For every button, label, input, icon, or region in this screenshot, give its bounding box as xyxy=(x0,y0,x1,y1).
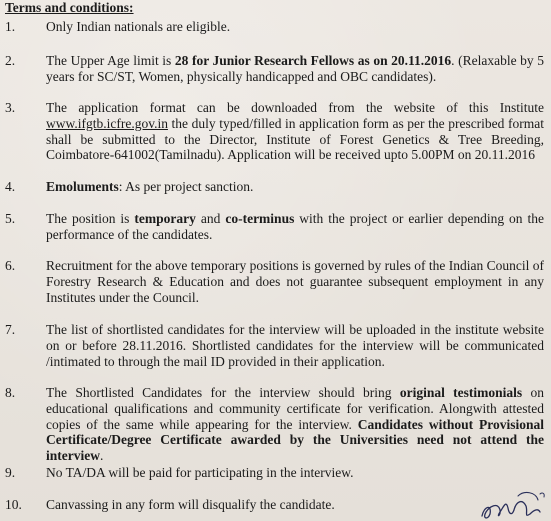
term-number: 2. xyxy=(5,53,16,68)
term-text-part: Recruitment for the above temporary positions is governed by rules of the Indian Council of Forestry Research & Education and does not guarantee subsequent employment in any Institutes under the Council. xyxy=(46,258,544,305)
term-text xyxy=(46,53,544,85)
handwritten-signature xyxy=(478,488,548,521)
term-text-bold: original testimonials xyxy=(399,385,523,400)
term-text-part: Only Indian nationals are eligible. xyxy=(46,19,231,34)
term-text xyxy=(46,385,544,464)
term-text xyxy=(46,465,544,481)
term-text-part: . xyxy=(99,448,104,464)
term-text-part: The application format can be downloaded from the website of this Institute xyxy=(46,100,544,115)
term-number: 9. xyxy=(5,465,16,480)
term-text-bold: 28 for Junior Research Fellows as on 20.11.2016 xyxy=(174,53,452,68)
term-text-part: the duly typed/filled in application form as per the prescribed format shall be submitted to the Director, Institute of Forest Genetics & Tree Breeding, Coimbatore-641002(Tamilnadu). Application will be received upto 5.00PM on 20.11.2016 xyxy=(46,115,544,163)
term-text-part: The list of shortlisted candidates for the interview will be uploaded in the institute website on or before 28.11.2016. Shortlisted candidates for the interview will be communicated /intimated to through the mail ID provided in their application. xyxy=(46,322,544,369)
term-text xyxy=(46,19,544,35)
term-text-bold: co-terminus xyxy=(225,211,295,226)
term-text-part: : As per project sanction. xyxy=(118,179,254,194)
term-text-bold: temporary xyxy=(134,211,196,226)
term-text-bold: Emoluments xyxy=(46,179,119,194)
term-number: 1. xyxy=(5,19,16,34)
term-text-part: The Upper Age limit is xyxy=(46,53,175,68)
term-number: 6. xyxy=(5,258,16,273)
term-text xyxy=(46,211,544,243)
term-text-part: The Shortlisted Candidates for the interview should bring xyxy=(46,385,400,400)
term-text-part: . (Relaxable by 5 years for SC/ST, Women, physically handicapped and OBC candidates). xyxy=(46,53,544,84)
term-text xyxy=(46,100,544,163)
term-text-bold: Candidates without Provisional Certificate/Degree Certificate awarded by the Universities need not attend the interview xyxy=(46,416,544,464)
term-text-part: The position is xyxy=(46,211,135,226)
term-text-part: with the project or earlier depending on the performance of the candidates. xyxy=(46,211,545,242)
term-number: 8. xyxy=(5,385,16,400)
term-number: 7. xyxy=(5,322,16,337)
term-number: 3. xyxy=(5,100,16,115)
term-text xyxy=(46,258,544,305)
term-text xyxy=(46,179,544,195)
term-text-part: and xyxy=(195,211,226,226)
term-text-part: Canvassing in any form will disqualify the candidate. xyxy=(46,497,335,512)
term-text-part: on educational qualifications and community certificate for verification. Alongwith attested copies of the same while appearing for the interview. xyxy=(46,385,545,432)
term-text-part: No TA/DA will be paid for participating in the interview. xyxy=(46,465,354,480)
term-number: 10. xyxy=(5,497,22,512)
term-text xyxy=(46,322,544,369)
term-text xyxy=(46,497,544,513)
term-number: 5. xyxy=(5,211,16,226)
terms-heading: Terms and conditions: xyxy=(5,0,134,15)
term-number: 4. xyxy=(5,179,16,194)
institute-website-link[interactable]: www.ifgtb.icfre.gov.in xyxy=(46,115,168,131)
